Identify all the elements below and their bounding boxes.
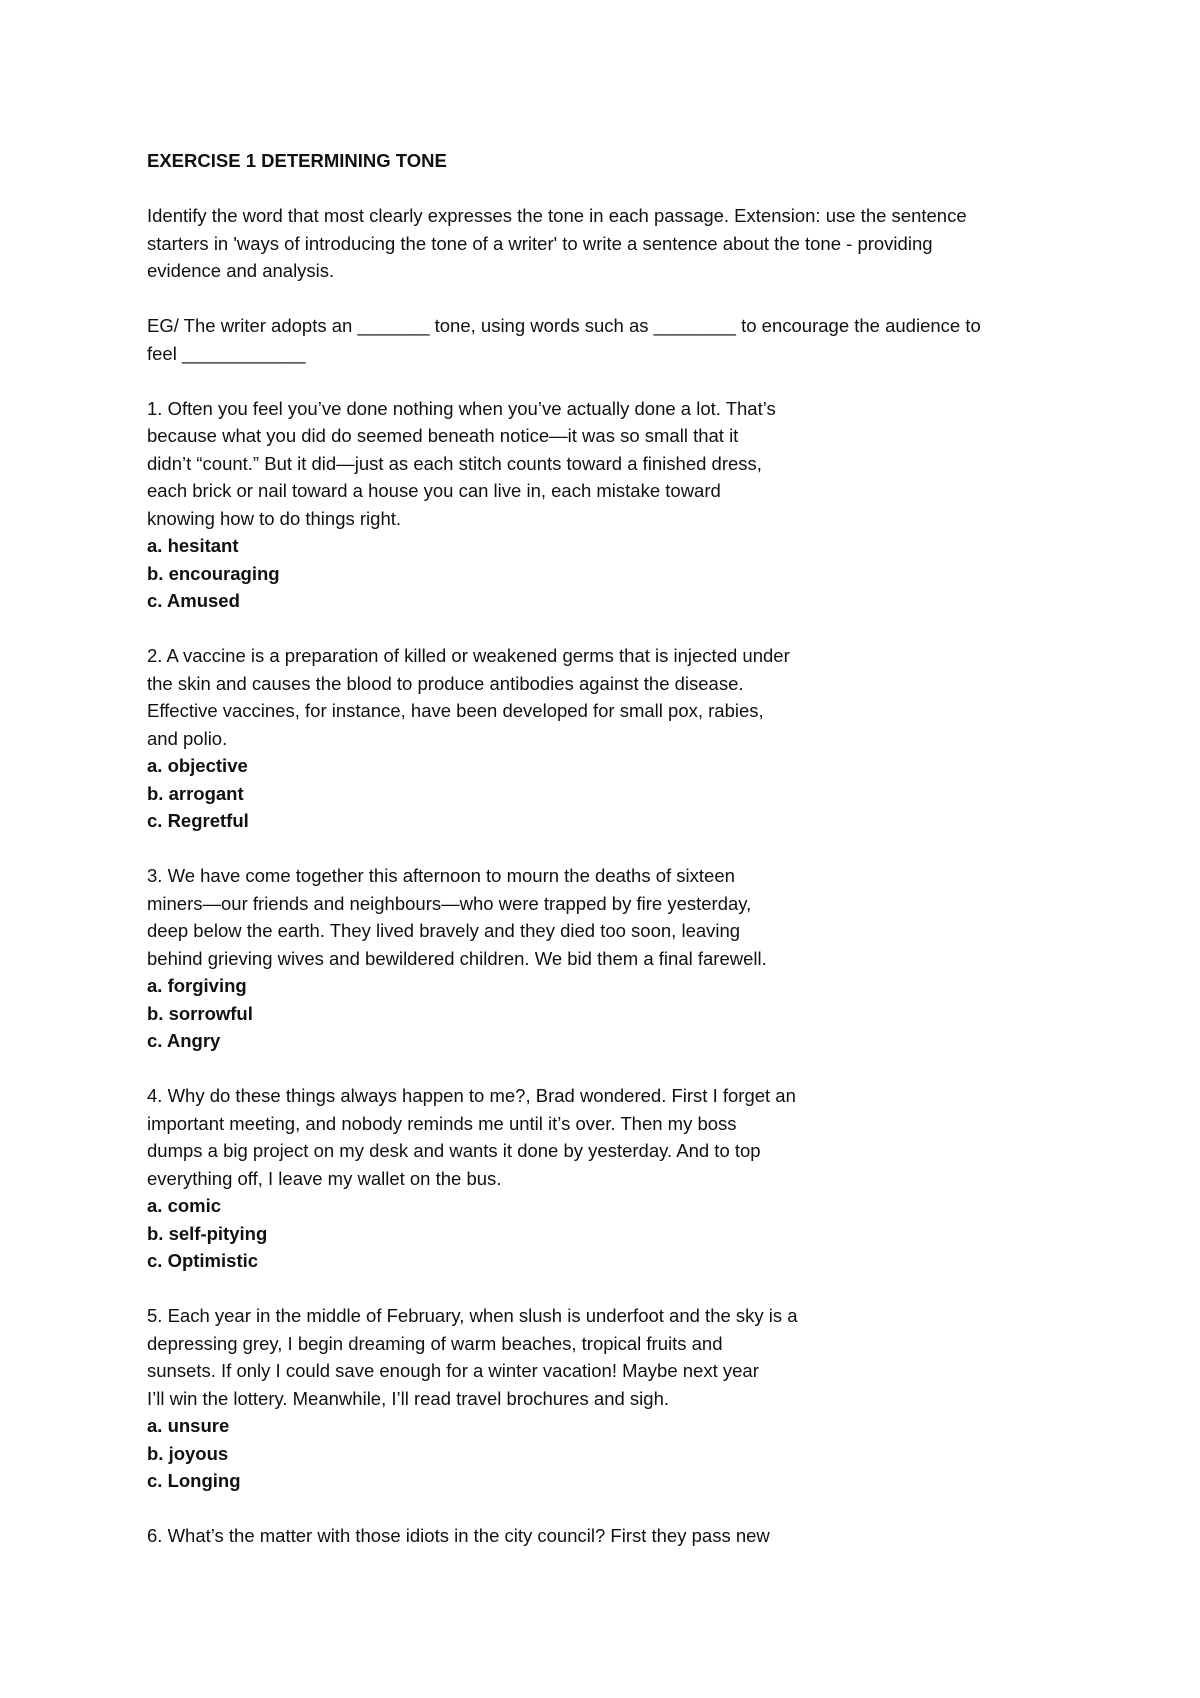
question-line: 4. Why do these things always happen to me?, Brad wondered. First I forget an — [147, 1085, 796, 1106]
question-line: dumps a big project on my desk and wants it done by yesterday. And to top — [147, 1140, 761, 1161]
question-6 — [147, 1522, 1067, 1550]
answer-option: c. Optimistic — [147, 1250, 259, 1271]
answer-option: c. Amused — [147, 590, 240, 611]
answer-option: a. objective — [147, 755, 248, 776]
instructions-line: starters in 'ways of introducing the tone of a writer' to write a sentence about the tone - providing — [147, 232, 933, 254]
spacer — [147, 1495, 1067, 1523]
answer-option: c. Longing — [147, 1470, 241, 1491]
question-line: depressing grey, I begin dreaming of warm beaches, tropical fruits and — [147, 1332, 723, 1354]
spacer — [147, 367, 1067, 395]
document-title: EXERCISE 1 DETERMINING TONE — [147, 150, 447, 171]
answer-option: c. Regretful — [147, 810, 249, 831]
question-line: didn’t “count.” But it did—just as each stitch counts toward a finished dress, — [147, 452, 762, 474]
question-4 — [147, 1082, 1067, 1275]
question-line: important meeting, and nobody reminds me until it’s over. Then my boss — [147, 1112, 737, 1134]
example-line: EG/ The writer adopts an _______ tone, using words such as ________ to encourage the audience to — [147, 315, 981, 336]
question-line: 2. A vaccine is a preparation of killed or weakened germs that is injected under — [147, 645, 790, 666]
question-line: Effective vaccines, for instance, have been developed for small pox, rabies, — [147, 700, 764, 721]
document-content — [147, 147, 1067, 1550]
question-line: sunsets. If only I could save enough for a winter vacation! Maybe next year — [147, 1360, 759, 1381]
spacer — [147, 835, 1067, 863]
question-line: miners—our friends and neighbours—who were trapped by fire yesterday, — [147, 892, 752, 914]
question-2 — [147, 642, 1067, 835]
question-line: knowing how to do things right. — [147, 507, 402, 529]
question-line: the skin and causes the blood to produce antibodies against the disease. — [147, 672, 744, 694]
question-line: 3. We have come together this afternoon to mourn the deaths of sixteen — [147, 865, 735, 886]
question-line: 6. What’s the matter with those idiots in the city council? First they pass new — [147, 1525, 770, 1546]
question-line: each brick or nail toward a house you can live in, each mistake toward — [147, 480, 721, 501]
question-line: I’ll win the lottery. Meanwhile, I’ll read travel brochures and sigh. — [147, 1387, 670, 1409]
question-1 — [147, 395, 1067, 615]
question-line: deep below the earth. They lived bravely and they died too soon, leaving — [147, 920, 741, 941]
answer-option: b. encouraging — [147, 562, 280, 584]
instructions-line: Identify the word that most clearly expresses the tone in each passage. Extension: use the sentence — [147, 205, 967, 226]
spacer — [147, 175, 1067, 203]
answer-option: a. forgiving — [147, 975, 247, 996]
answer-option: a. comic — [147, 1195, 222, 1216]
example-line: feel ____________ — [147, 342, 306, 364]
spacer — [147, 1055, 1067, 1083]
answer-option: b. self-pitying — [147, 1222, 268, 1244]
answer-option: c. Angry — [147, 1030, 221, 1051]
question-line: behind grieving wives and bewildered children. We bid them a final farewell. — [147, 947, 767, 969]
instructions-line: evidence and analysis. — [147, 260, 335, 281]
instructions — [147, 202, 1067, 285]
question-line: 5. Each year in the middle of February, when slush is underfoot and the sky is a — [147, 1305, 798, 1326]
answer-option: b. joyous — [147, 1442, 229, 1464]
example-sentence — [147, 312, 1067, 367]
spacer — [147, 285, 1067, 313]
question-line: everything off, I leave my wallet on the bus. — [147, 1167, 502, 1189]
question-line: and polio. — [147, 727, 228, 749]
question-3 — [147, 862, 1067, 1055]
answer-option: b. arrogant — [147, 782, 244, 804]
question-line: 1. Often you feel you’ve done nothing when you’ve actually done a lot. That’s — [147, 397, 776, 419]
question-line: because what you did do seemed beneath notice—it was so small that it — [147, 425, 739, 446]
answer-option: a. unsure — [147, 1415, 230, 1436]
question-5 — [147, 1302, 1067, 1495]
answer-option: a. hesitant — [147, 535, 239, 556]
answer-option: b. sorrowful — [147, 1002, 253, 1024]
spacer — [147, 1275, 1067, 1303]
spacer — [147, 615, 1067, 643]
